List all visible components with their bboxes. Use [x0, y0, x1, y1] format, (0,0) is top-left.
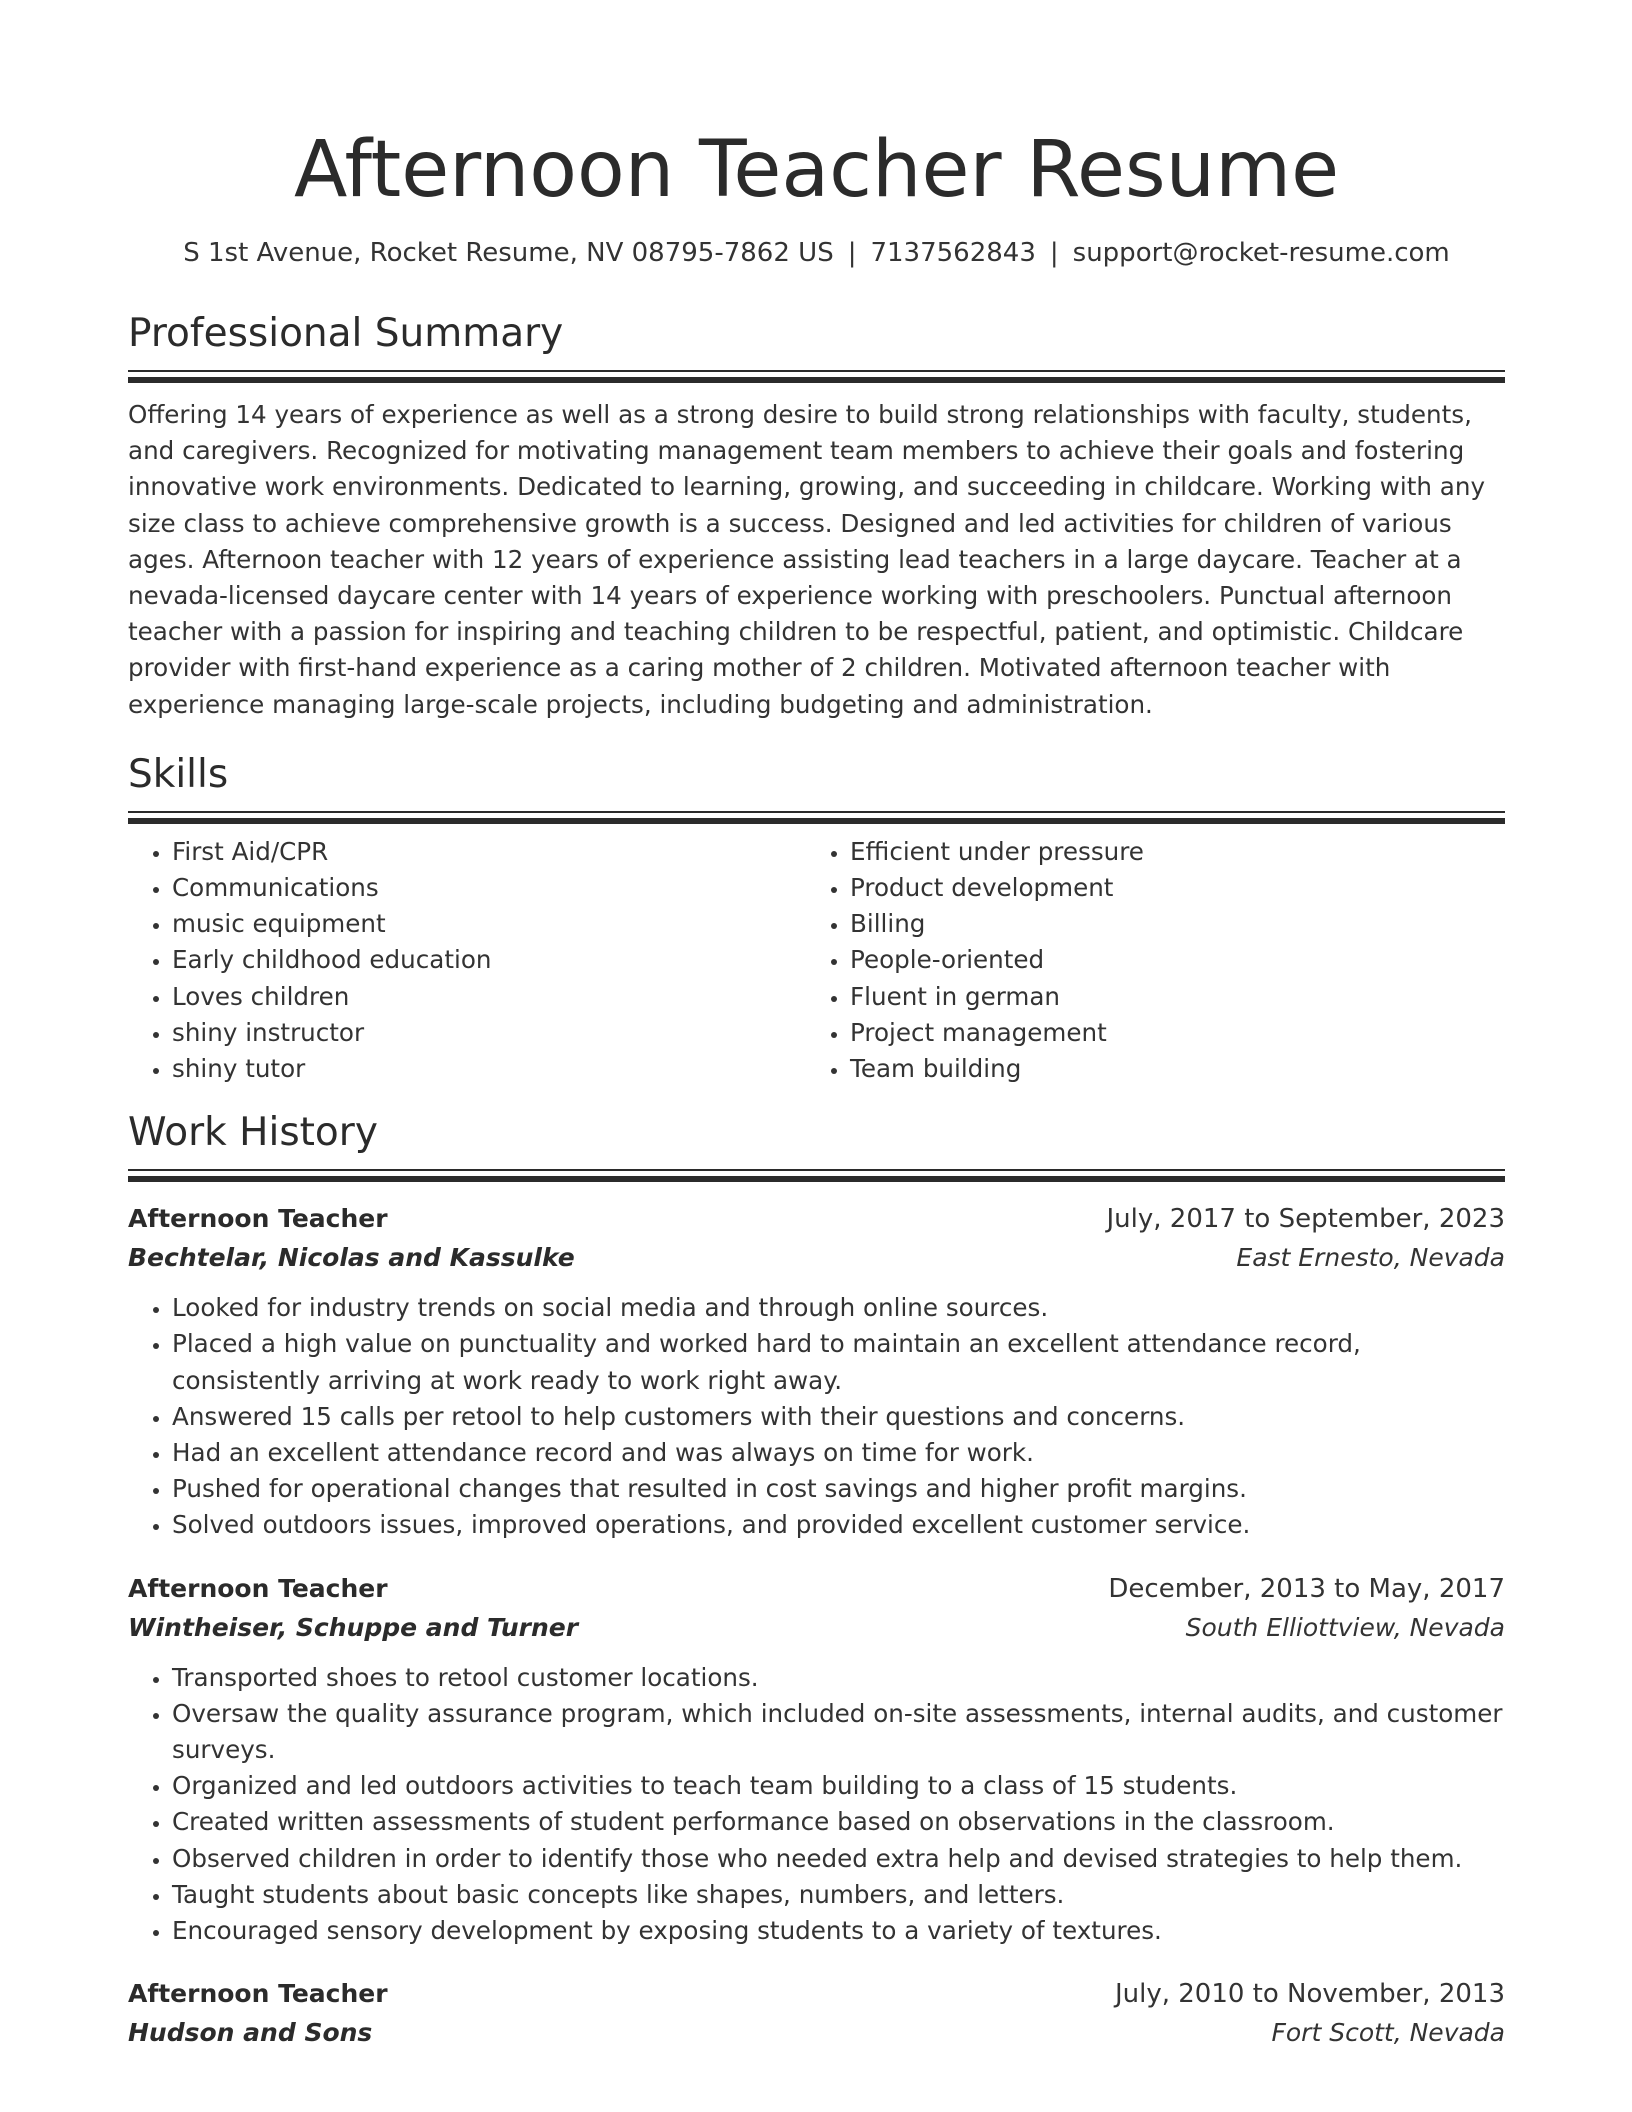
job-title: Afternoon Teacher [128, 1573, 388, 1603]
section-heading-work: Work History [128, 1110, 378, 1156]
job-header-row [128, 1570, 1505, 1608]
section-divider [128, 370, 1505, 383]
job-dates: July, 2010 to November, 2013 [1114, 1979, 1505, 2010]
resume-page [128, 0, 1505, 2053]
section-heading-skills: Skills [128, 751, 229, 797]
job-duty-item: • Organized and led outdoors activities to teach team building to a class of 15 students. [172, 1768, 1505, 1804]
job-company-row [128, 1238, 1505, 1278]
job-duties-list [128, 1290, 1505, 1543]
job-entry [128, 1975, 1505, 2053]
job-company: Hudson and Sons [128, 2018, 373, 2048]
skill-item: • Product development [850, 870, 1484, 906]
job-duty-item: • Encouraged sensory development by exposing students to a variety of textures. [172, 1913, 1505, 1949]
job-location: Fort Scott, Nevada [1271, 2018, 1505, 2048]
section-heading-summary: Professional Summary [128, 311, 564, 356]
contact-email: support@rocket-resume.com [1072, 238, 1450, 268]
job-company: Wintheiser, Schuppe and Turner [128, 1612, 579, 1642]
summary-text: Offering 14 years of experience as well as a strong desire to build strong relationships with faculty, students, and caregivers. Recognized for motivating management team members to achieve their goals and fostering innovative work environments. Dedicated to learning, growing, and succeeding in childcare. Working with any size class to achieve comprehensive growth is a success. Designed and led activities for children of various ages. Afternoon teacher with 12 years of experience assisting lead teachers in a large daycare. Teacher at a nevada-licensed daycare center with 14 years of experience working with preschoolers. Punctual afternoon teacher with a passion for inspiring and teaching children to be respectful, patient, and optimistic. Childcare provider with first-hand experience as a caring mother of 2 children. Motivated afternoon teacher with experience managing large-scale projects, including budgeting and administration. [128, 400, 1486, 719]
work-history-section [128, 1109, 1505, 2053]
job-duties-list [128, 1660, 1505, 1950]
skill-item: • music equipment [172, 906, 806, 942]
job-header-row [128, 1975, 1505, 2013]
job-duty-item: • Looked for industry trends on social media and through online sources. [172, 1290, 1505, 1326]
skill-item: • Early childhood education [172, 942, 806, 978]
skills-columns [128, 834, 1505, 1087]
job-duty-item: • Answered 15 calls per retool to help customers with their questions and concerns. [172, 1399, 1505, 1435]
skill-item: • Efficient under pressure [850, 834, 1484, 870]
job-duty-item: • Created written assessments of student performance based on observations in the classroom. [172, 1804, 1505, 1840]
job-title: Afternoon Teacher [128, 1204, 388, 1234]
job-title: Afternoon Teacher [128, 1979, 388, 2009]
skills-list-right [806, 834, 1484, 1087]
contact-phone: 7137562843 [870, 238, 1036, 268]
skill-item: • Loves children [172, 979, 806, 1015]
job-duty-item: • Had an excellent attendance record and was always on time for work. [172, 1435, 1505, 1471]
professional-summary-section [128, 310, 1505, 723]
job-header-row [128, 1200, 1505, 1238]
contact-address: S 1st Avenue, Rocket Resume, NV 08795-7862 US [183, 238, 834, 268]
job-duty-item: • Placed a high value on punctuality and worked hard to maintain an excellent attendance record, consistently arriving at work ready to work right away. [172, 1326, 1505, 1398]
skills-section [128, 751, 1505, 1087]
job-entry [128, 1570, 1505, 1950]
contact-separator: | [1049, 238, 1059, 268]
section-divider [128, 811, 1505, 824]
contact-separator: | [847, 238, 857, 268]
skill-item: • Team building [850, 1051, 1484, 1087]
resume-title: Afternoon Teacher Resume [293, 125, 1340, 215]
job-location: South Elliottview, Nevada [1185, 1612, 1505, 1642]
job-entry [128, 1200, 1505, 1543]
skills-list-left [128, 834, 806, 1087]
contact-line [128, 236, 1505, 270]
skill-item: • First Aid/CPR [172, 834, 806, 870]
job-dates: December, 2013 to May, 2017 [1108, 1573, 1505, 1604]
job-duty-item: • Transported shoes to retool customer locations. [172, 1660, 1505, 1696]
skill-item: • Fluent in german [850, 979, 1484, 1015]
job-company-row [128, 2013, 1505, 2053]
skill-item: • shiny instructor [172, 1015, 806, 1051]
skill-item: • shiny tutor [172, 1051, 806, 1087]
job-company: Bechtelar, Nicolas and Kassulke [128, 1243, 575, 1273]
job-duty-item: • Oversaw the quality assurance program, which included on-site assessments, internal audits, and customer surveys. [172, 1696, 1505, 1768]
skill-item: • Billing [850, 906, 1484, 942]
job-duty-item: • Solved outdoors issues, improved operations, and provided excellent customer service. [172, 1507, 1505, 1543]
skill-item: • People-oriented [850, 942, 1484, 978]
section-divider [128, 1169, 1505, 1182]
job-company-row [128, 1608, 1505, 1648]
skill-item: • Project management [850, 1015, 1484, 1051]
job-duty-item: • Observed children in order to identify those who needed extra help and devised strategies to help them. [172, 1841, 1505, 1877]
job-location: East Ernesto, Nevada [1236, 1243, 1505, 1273]
skill-item: • Communications [172, 870, 806, 906]
job-duty-item: • Taught students about basic concepts like shapes, numbers, and letters. [172, 1877, 1505, 1913]
job-dates: July, 2017 to September, 2023 [1106, 1204, 1505, 1235]
job-list [128, 1200, 1505, 2053]
job-duty-item: • Pushed for operational changes that resulted in cost savings and higher profit margins. [172, 1471, 1505, 1507]
